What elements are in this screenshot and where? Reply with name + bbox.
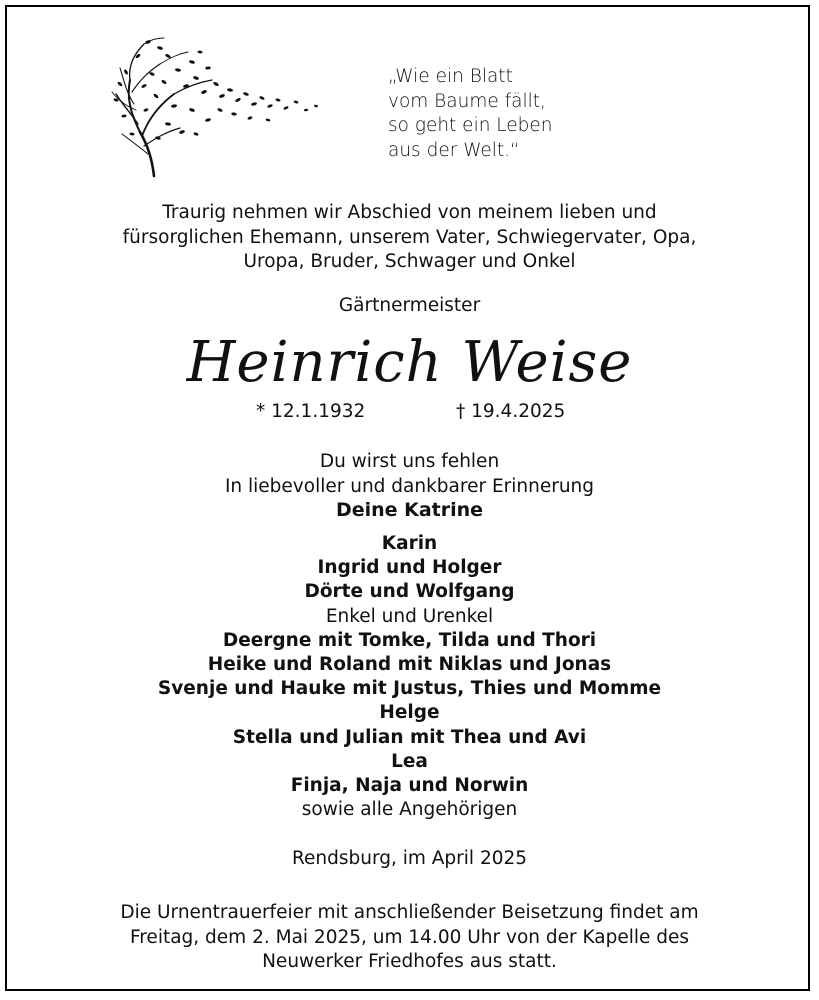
quote-line: „Wie ein Blatt [388,66,513,87]
mourner-line: Helge [379,702,440,724]
deceased-name: Heinrich Weise [186,330,633,395]
message-line: In liebevoller und dankbarer Erinnerung [224,475,595,497]
profession-title: Gärtnermeister [338,295,481,316]
wife-signature: Deine Katrine [335,499,484,521]
intro-line: Uropa, Bruder, Schwager und Onkel [243,251,576,272]
intro-line: fürsorglichen Ehemann, unserem Vater, Schwiegervater, Opa, [122,226,697,248]
death-date: † 19.4.2025 [456,401,566,422]
mourner-line: Lea [391,750,428,772]
remembrance-message [0,450,819,499]
place-date: Rendsburg, im April 2025 [291,848,528,869]
service-line: Die Urnentrauerfeier mit anschließender Beisetzung findet am [120,902,699,923]
intro-text [0,201,819,275]
mourner-footer: sowie alle Angehörigen [301,799,518,821]
windblown-tree-icon [108,34,328,184]
birth-date: * 12.1.1932 [256,401,366,422]
mourner-line: Deergne mit Tomke, Tilda und Thori [222,629,597,651]
intro-line: Traurig nehmen wir Abschied von meinem lieben und [162,202,657,223]
service-line: Neuwerker Friedhofes aus statt. [262,951,557,972]
quote-line: aus der Welt.“ [388,139,520,161]
service-line: Freitag, dem 2. Mai 2025, um 14.00 Uhr von der Kapelle des [129,926,690,948]
mourner-heading: Enkel und Urenkel [325,605,494,627]
mourner-line: Stella und Julian mit Thea und Avi [232,726,587,748]
mourner-line: Karin [381,533,438,554]
quote-line: so geht ein Leben [388,115,553,136]
mourner-line: Finja, Naja und Norwin [290,775,529,797]
mourners-list [0,532,819,822]
quote-line: vom Baume fällt, [388,90,546,112]
mourner-line: Svenje und Hauke mit Justus, Thies und Momme [157,678,662,700]
service-info [0,901,819,975]
mourner-line: Ingrid und Holger [317,557,502,579]
message-line: Du wirst uns fehlen [319,451,500,472]
epigraph-quote [388,65,688,163]
mourner-line: Dörte und Wolfgang [304,581,515,603]
mourner-line: Heike und Roland mit Niklas und Jonas [207,654,612,676]
